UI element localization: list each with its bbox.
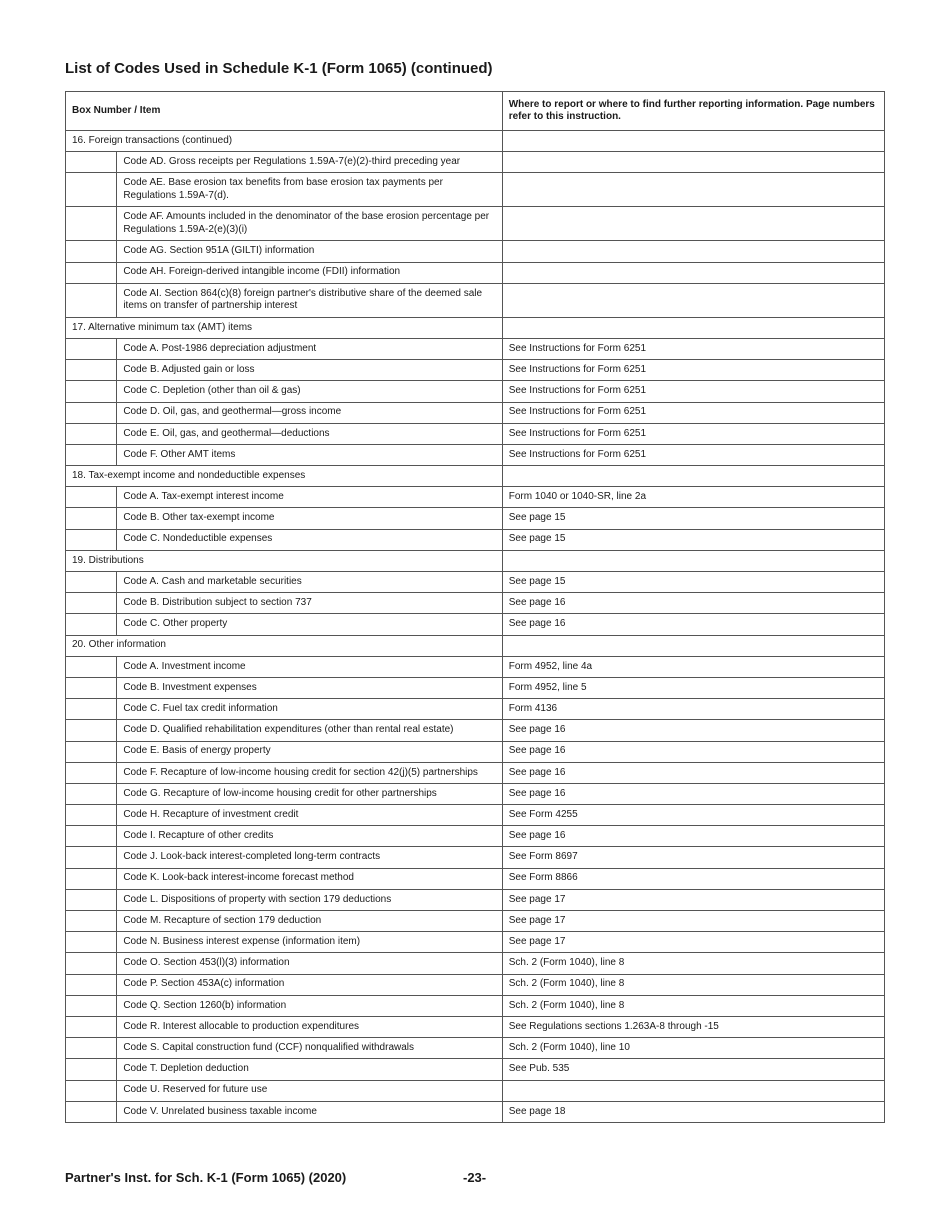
- where-to-report-cell: [502, 173, 884, 207]
- table-row: [66, 805, 885, 826]
- where-to-report-cell: [502, 131, 884, 152]
- box-number-cell: [66, 262, 117, 283]
- table-row: [66, 529, 885, 550]
- where-to-report-cell: See page 16: [502, 826, 884, 847]
- where-to-report-cell: [502, 283, 884, 317]
- table-row: [66, 699, 885, 720]
- box-number-cell: [66, 974, 117, 995]
- box-number-cell: [66, 487, 117, 508]
- code-item-cell: Code M. Recapture of section 179 deduction: [117, 911, 502, 932]
- table-row: [66, 1038, 885, 1059]
- where-to-report-cell: See page 16: [502, 741, 884, 762]
- code-item-cell: Code S. Capital construction fund (CCF) nonqualified withdrawals: [117, 1038, 502, 1059]
- code-item-cell: Code C. Other property: [117, 614, 502, 635]
- table-row: [66, 1059, 885, 1080]
- code-item-cell: Code O. Section 453(l)(3) information: [117, 953, 502, 974]
- code-item-cell: Code H. Recapture of investment credit: [117, 805, 502, 826]
- box-number-cell: [66, 444, 117, 465]
- box-number-cell: [66, 572, 117, 593]
- where-to-report-cell: See page 17: [502, 932, 884, 953]
- code-item-cell: Code N. Business interest expense (information item): [117, 932, 502, 953]
- section-row: [66, 317, 885, 338]
- table-row: [66, 932, 885, 953]
- where-to-report-cell: Sch. 2 (Form 1040), line 10: [502, 1038, 884, 1059]
- where-to-report-cell: See Form 8697: [502, 847, 884, 868]
- box-number-cell: [66, 805, 117, 826]
- table-row: [66, 508, 885, 529]
- code-item-cell: Code G. Recapture of low-income housing credit for other partnerships: [117, 783, 502, 804]
- table-row: [66, 283, 885, 317]
- code-item-cell: Code D. Qualified rehabilitation expenditures (other than rental real estate): [117, 720, 502, 741]
- where-to-report-cell: See page 15: [502, 529, 884, 550]
- code-item-cell: Code K. Look-back interest-income forecast method: [117, 868, 502, 889]
- box-number-cell: [66, 152, 117, 173]
- table-row: [66, 173, 885, 207]
- where-to-report-cell: See page 16: [502, 762, 884, 783]
- box-number-cell: [66, 741, 117, 762]
- code-item-cell: Code C. Nondeductible expenses: [117, 529, 502, 550]
- page-title: List of Codes Used in Schedule K-1 (Form 1065) (continued): [65, 60, 493, 77]
- where-to-report-cell: [502, 635, 884, 656]
- box-number-cell: [66, 241, 117, 262]
- box-number-cell: [66, 1101, 117, 1122]
- code-item-cell: Code B. Other tax-exempt income: [117, 508, 502, 529]
- header-where-to-report: Where to report or where to find further reporting information. Page numbers refer to this instruction.: [502, 92, 884, 131]
- where-to-report-cell: Form 4952, line 5: [502, 677, 884, 698]
- where-to-report-cell: [502, 317, 884, 338]
- section-heading: 18. Tax-exempt income and nondeductible expenses: [66, 466, 503, 487]
- where-to-report-cell: Form 4136: [502, 699, 884, 720]
- box-number-cell: [66, 953, 117, 974]
- box-number-cell: [66, 1080, 117, 1101]
- table-row: [66, 868, 885, 889]
- section-row: [66, 466, 885, 487]
- table-row: [66, 444, 885, 465]
- where-to-report-cell: Sch. 2 (Form 1040), line 8: [502, 995, 884, 1016]
- section-heading: 16. Foreign transactions (continued): [66, 131, 503, 152]
- where-to-report-cell: See Instructions for Form 6251: [502, 381, 884, 402]
- where-to-report-cell: See Instructions for Form 6251: [502, 444, 884, 465]
- table-row: [66, 974, 885, 995]
- where-to-report-cell: See page 16: [502, 720, 884, 741]
- table-row: [66, 593, 885, 614]
- table-row: [66, 1080, 885, 1101]
- table-row: [66, 262, 885, 283]
- where-to-report-cell: See page 17: [502, 889, 884, 910]
- table-row: [66, 720, 885, 741]
- where-to-report-cell: See Form 8866: [502, 868, 884, 889]
- where-to-report-cell: [502, 1080, 884, 1101]
- box-number-cell: [66, 423, 117, 444]
- table-row: [66, 953, 885, 974]
- box-number-cell: [66, 889, 117, 910]
- where-to-report-cell: [502, 262, 884, 283]
- table-header-row: [66, 92, 885, 131]
- table-row: [66, 677, 885, 698]
- table-row: [66, 911, 885, 932]
- where-to-report-cell: Sch. 2 (Form 1040), line 8: [502, 953, 884, 974]
- table-row: [66, 152, 885, 173]
- code-item-cell: Code I. Recapture of other credits: [117, 826, 502, 847]
- box-number-cell: [66, 762, 117, 783]
- where-to-report-cell: [502, 241, 884, 262]
- box-number-cell: [66, 360, 117, 381]
- code-item-cell: Code AI. Section 864(c)(8) foreign partner's distributive share of the deemed sale items on transfer of partnership interest: [117, 283, 502, 317]
- box-number-cell: [66, 508, 117, 529]
- where-to-report-cell: See page 16: [502, 593, 884, 614]
- section-row: [66, 635, 885, 656]
- table-row: [66, 995, 885, 1016]
- code-item-cell: Code V. Unrelated business taxable income: [117, 1101, 502, 1122]
- table-row: [66, 762, 885, 783]
- table-row: [66, 572, 885, 593]
- where-to-report-cell: See Pub. 535: [502, 1059, 884, 1080]
- box-number-cell: [66, 402, 117, 423]
- box-number-cell: [66, 1016, 117, 1037]
- code-item-cell: Code R. Interest allocable to production expenditures: [117, 1016, 502, 1037]
- box-number-cell: [66, 720, 117, 741]
- where-to-report-cell: See Instructions for Form 6251: [502, 423, 884, 444]
- table-row: [66, 614, 885, 635]
- table-row: [66, 783, 885, 804]
- footer-title: Partner's Inst. for Sch. K-1 (Form 1065) (2020): [65, 1170, 347, 1185]
- box-number-cell: [66, 207, 117, 241]
- where-to-report-cell: [502, 152, 884, 173]
- section-heading: 20. Other information: [66, 635, 503, 656]
- box-number-cell: [66, 1038, 117, 1059]
- box-number-cell: [66, 529, 117, 550]
- code-item-cell: Code E. Basis of energy property: [117, 741, 502, 762]
- table-row: [66, 741, 885, 762]
- code-item-cell: Code A. Investment income: [117, 656, 502, 677]
- table-row: [66, 207, 885, 241]
- code-item-cell: Code Q. Section 1260(b) information: [117, 995, 502, 1016]
- code-item-cell: Code AG. Section 951A (GILTI) information: [117, 241, 502, 262]
- table-row: [66, 423, 885, 444]
- table-row: [66, 487, 885, 508]
- code-item-cell: Code F. Recapture of low-income housing credit for section 42(j)(5) partnerships: [117, 762, 502, 783]
- header-box-item: Box Number / Item: [66, 92, 503, 131]
- box-number-cell: [66, 826, 117, 847]
- code-item-cell: Code B. Investment expenses: [117, 677, 502, 698]
- table-row: [66, 360, 885, 381]
- where-to-report-cell: See Form 4255: [502, 805, 884, 826]
- code-item-cell: Code AF. Amounts included in the denominator of the base erosion percentage per Regulations 1.59A-2(e)(3)(i): [117, 207, 502, 241]
- table-row: [66, 656, 885, 677]
- table-row: [66, 381, 885, 402]
- code-item-cell: Code U. Reserved for future use: [117, 1080, 502, 1101]
- codes-table: [65, 91, 885, 1123]
- where-to-report-cell: See page 16: [502, 614, 884, 635]
- table-row: [66, 338, 885, 359]
- code-item-cell: Code A. Post-1986 depreciation adjustment: [117, 338, 502, 359]
- table-row: [66, 826, 885, 847]
- table-row: [66, 402, 885, 423]
- table-row: [66, 847, 885, 868]
- code-item-cell: Code L. Dispositions of property with section 179 deductions: [117, 889, 502, 910]
- where-to-report-cell: See Regulations sections 1.263A-8 through -15: [502, 1016, 884, 1037]
- where-to-report-cell: [502, 207, 884, 241]
- box-number-cell: [66, 847, 117, 868]
- where-to-report-cell: Sch. 2 (Form 1040), line 8: [502, 974, 884, 995]
- where-to-report-cell: See Instructions for Form 6251: [502, 402, 884, 423]
- box-number-cell: [66, 614, 117, 635]
- page-number: -23-: [463, 1170, 487, 1185]
- code-item-cell: Code E. Oil, gas, and geothermal—deductions: [117, 423, 502, 444]
- box-number-cell: [66, 868, 117, 889]
- code-item-cell: Code AD. Gross receipts per Regulations 1.59A-7(e)(2)-third preceding year: [117, 152, 502, 173]
- box-number-cell: [66, 699, 117, 720]
- where-to-report-cell: See page 15: [502, 572, 884, 593]
- box-number-cell: [66, 677, 117, 698]
- code-item-cell: Code B. Distribution subject to section 737: [117, 593, 502, 614]
- box-number-cell: [66, 381, 117, 402]
- box-number-cell: [66, 593, 117, 614]
- table-row: [66, 1101, 885, 1122]
- code-item-cell: Code P. Section 453A(c) information: [117, 974, 502, 995]
- section-row: [66, 131, 885, 152]
- code-item-cell: Code AH. Foreign-derived intangible income (FDII) information: [117, 262, 502, 283]
- box-number-cell: [66, 783, 117, 804]
- code-item-cell: Code B. Adjusted gain or loss: [117, 360, 502, 381]
- code-item-cell: Code J. Look-back interest-completed long-term contracts: [117, 847, 502, 868]
- box-number-cell: [66, 338, 117, 359]
- box-number-cell: [66, 656, 117, 677]
- where-to-report-cell: See page 17: [502, 911, 884, 932]
- box-number-cell: [66, 173, 117, 207]
- box-number-cell: [66, 283, 117, 317]
- where-to-report-cell: See Instructions for Form 6251: [502, 360, 884, 381]
- where-to-report-cell: See page 16: [502, 783, 884, 804]
- section-row: [66, 550, 885, 571]
- code-item-cell: Code AE. Base erosion tax benefits from base erosion tax payments per Regulations 1.59A-7(d).: [117, 173, 502, 207]
- table-row: [66, 889, 885, 910]
- code-item-cell: Code C. Depletion (other than oil & gas): [117, 381, 502, 402]
- box-number-cell: [66, 911, 117, 932]
- box-number-cell: [66, 1059, 117, 1080]
- where-to-report-cell: [502, 550, 884, 571]
- section-heading: 17. Alternative minimum tax (AMT) items: [66, 317, 503, 338]
- where-to-report-cell: See Instructions for Form 6251: [502, 338, 884, 359]
- code-item-cell: Code A. Cash and marketable securities: [117, 572, 502, 593]
- box-number-cell: [66, 995, 117, 1016]
- code-item-cell: Code T. Depletion deduction: [117, 1059, 502, 1080]
- where-to-report-cell: [502, 466, 884, 487]
- code-item-cell: Code A. Tax-exempt interest income: [117, 487, 502, 508]
- table-row: [66, 241, 885, 262]
- section-heading: 19. Distributions: [66, 550, 503, 571]
- where-to-report-cell: See page 15: [502, 508, 884, 529]
- table-row: [66, 1016, 885, 1037]
- where-to-report-cell: Form 4952, line 4a: [502, 656, 884, 677]
- code-item-cell: Code C. Fuel tax credit information: [117, 699, 502, 720]
- where-to-report-cell: See page 18: [502, 1101, 884, 1122]
- box-number-cell: [66, 932, 117, 953]
- code-item-cell: Code F. Other AMT items: [117, 444, 502, 465]
- codes-table-body: [66, 131, 885, 1123]
- code-item-cell: Code D. Oil, gas, and geothermal—gross income: [117, 402, 502, 423]
- where-to-report-cell: Form 1040 or 1040-SR, line 2a: [502, 487, 884, 508]
